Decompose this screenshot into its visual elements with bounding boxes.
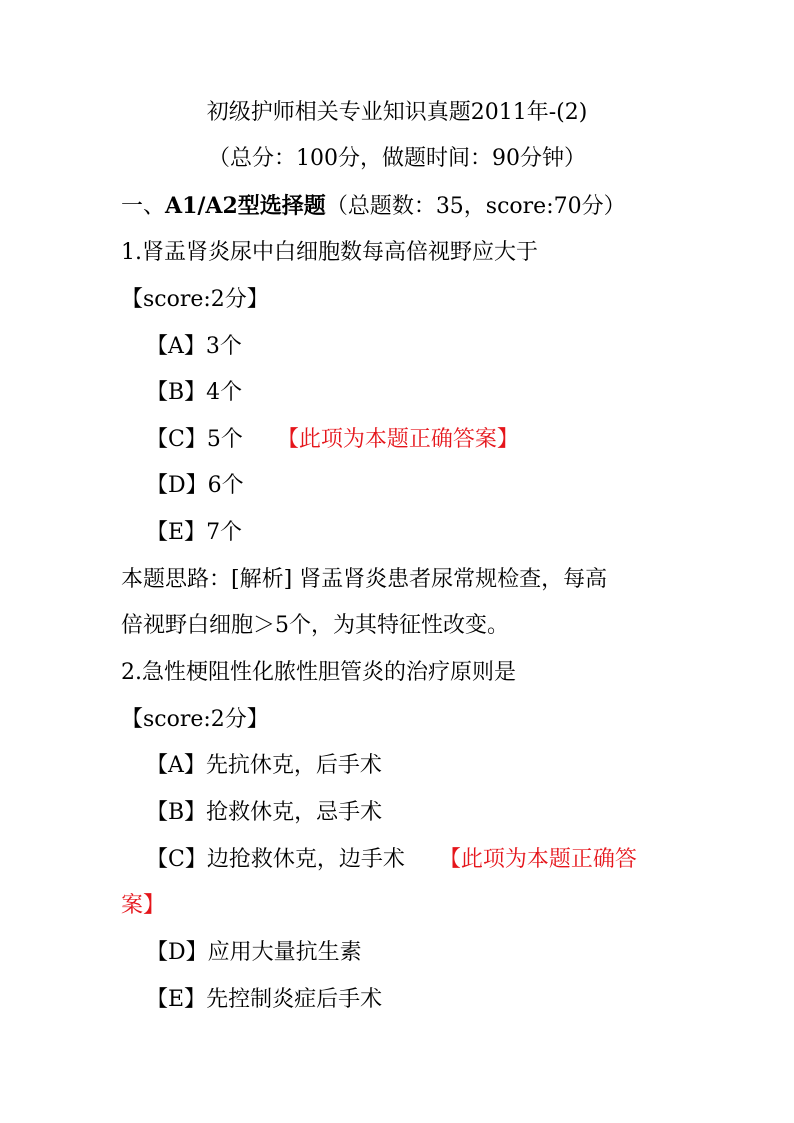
- page-title: 初级护师相关专业知识真题2011年-(2): [206, 100, 588, 125]
- correct-answer-mark: 【此项为本题正确答案】: [276, 427, 519, 452]
- question-1-score: 【score:2分】: [121, 287, 269, 312]
- question-2-option-d: [146, 938, 362, 968]
- correct-answer-mark-continued: 案】: [121, 893, 166, 918]
- question-1-option-e: [146, 518, 242, 548]
- option-text: 3个: [205, 334, 242, 359]
- question-2-option-a: [146, 751, 382, 781]
- question-1-option-c: [146, 425, 519, 455]
- option-text: 抢救休克，忌手术: [206, 800, 383, 825]
- option-label: 【E】: [146, 520, 207, 545]
- question-2-score: 【score:2分】: [121, 707, 269, 732]
- option-label: 【D】: [146, 473, 208, 498]
- option-label: 【D】: [146, 940, 208, 965]
- option-label: 【C】: [146, 427, 207, 452]
- question-1-option-a: [146, 332, 242, 362]
- option-label: 【B】: [146, 800, 207, 825]
- option-label: 【A】: [146, 753, 206, 778]
- correct-answer-mark: 【此项为本题正确答: [438, 847, 637, 872]
- question-1-analysis-line-2: 倍视野白细胞＞5个，为其特征性改变。: [121, 613, 509, 638]
- question-1-stem: 1.肾盂肾炎尿中白细胞数每高倍视野应大于: [121, 240, 538, 265]
- option-text: 应用大量抗生素: [207, 940, 362, 965]
- section-heading: [121, 191, 626, 221]
- question-2-stem: 2.急性梗阻性化脓性胆管炎的治疗原则是: [121, 660, 516, 685]
- section-name: A1/A2型选择题: [165, 193, 326, 219]
- question-1-option-b: [146, 378, 242, 408]
- option-label: 【C】: [146, 847, 207, 872]
- option-label: 【A】: [146, 334, 206, 359]
- option-text: 5个: [206, 427, 243, 452]
- option-text: 先控制炎症后手术: [206, 987, 383, 1012]
- option-text: 6个: [207, 473, 244, 498]
- exam-meta: （总分：100分，做题时间：90分钟）: [208, 146, 586, 171]
- question-2-option-e: [146, 985, 382, 1015]
- option-text: 边抢救休克，边手术: [206, 847, 405, 872]
- question-2-option-b: [146, 798, 382, 828]
- question-1-analysis-line-1: 本题思路：[解析] 肾盂肾炎患者尿常规检查，每高: [121, 567, 608, 592]
- section-prefix: 一、: [121, 194, 166, 219]
- option-text: 先抗休克，后手术: [205, 753, 382, 778]
- option-text: 7个: [206, 520, 243, 545]
- option-label: 【B】: [146, 380, 207, 405]
- option-label: 【E】: [146, 987, 207, 1012]
- option-text: 4个: [206, 380, 243, 405]
- section-info: （总题数：35，score:70分）: [325, 194, 626, 219]
- question-1-option-d: [146, 471, 244, 501]
- question-2-option-c: [146, 845, 637, 875]
